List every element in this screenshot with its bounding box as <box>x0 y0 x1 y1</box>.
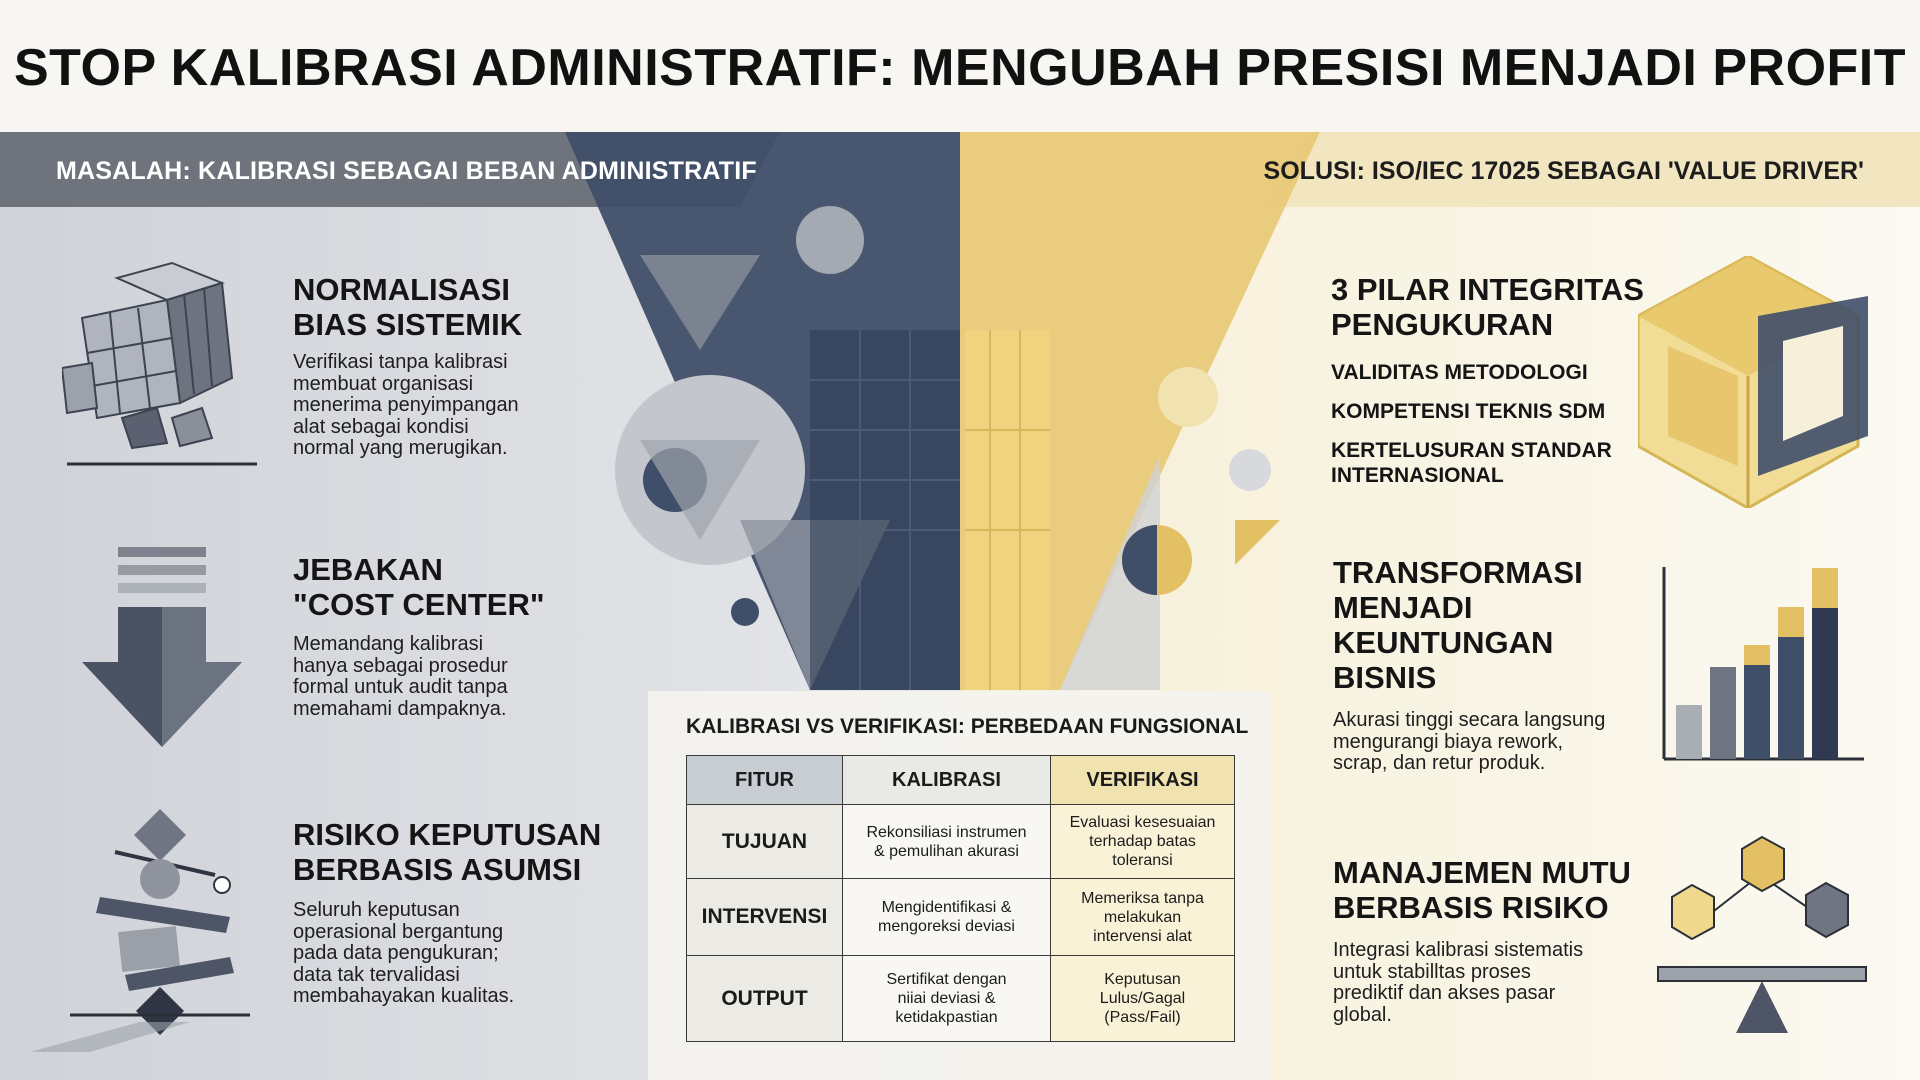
problem-1-body-line: Verifikasi tanpa kalibrasi <box>293 351 508 373</box>
problem-1-body-line: membuat organisasi <box>293 372 474 395</box>
cell-line: Evaluasi kesesuaian <box>1069 814 1216 831</box>
unstable-stack-icon <box>30 807 260 1052</box>
verifikasi-cell <box>1051 879 1235 956</box>
kalibrasi-cell <box>843 956 1051 1042</box>
table-row <box>687 879 1235 956</box>
problem-2-body-line: Memandang kalibrasi <box>293 633 484 655</box>
transform-body-line: Akurasi tinggi secara langsung <box>1333 709 1606 731</box>
problem-1-body-line: alat sebagai kondisi <box>293 415 469 438</box>
risk-body-line: Integrasi kalibrasi sistematis <box>1333 939 1584 961</box>
transform-heading-line: TRANSFORMASI <box>1333 555 1583 590</box>
page-title: STOP KALIBRASI ADMINISTRATIF: MENGUBAH PRESISI MENJADI PROFIT <box>14 39 1906 97</box>
problem-3-body-line: operasional bergantung <box>293 920 504 943</box>
row-label: TUJUAN <box>687 805 843 879</box>
row-label: OUTPUT <box>687 956 843 1042</box>
risk-body-line: prediktif dan akses pasar <box>1333 982 1556 1004</box>
problem-1-body-line: normal yang merugikan. <box>293 437 508 459</box>
balance-cubes-icon <box>1656 835 1870 1035</box>
table-row <box>687 805 1235 879</box>
problem-2-heading-line-2: "COST CENTER" <box>293 587 545 622</box>
kalibrasi-cell <box>843 805 1051 879</box>
cell-line: Lulus/Gagal <box>1099 990 1186 1007</box>
problem-1-heading-line-2: BIAS SISTEMIK <box>293 307 523 342</box>
table-row <box>687 956 1235 1042</box>
cell-line: Rekonsiliasi instrumen <box>866 823 1027 841</box>
problem-2-heading-line-1: JEBAKAN <box>293 552 443 587</box>
problem-2-body-line: formal untuk audit tanpa <box>293 676 508 698</box>
problem-3-body-line: Seluruh keputusan <box>293 899 460 921</box>
problem-3-body-line: data tak tervalidasi <box>293 963 460 986</box>
cell-line: terhadap batas <box>1089 833 1196 850</box>
problem-3-body-line: membahayakan kualitas. <box>293 985 515 1007</box>
verifikasi-cell <box>1051 956 1235 1042</box>
pillar-item: INTERNASIONAL <box>1331 464 1504 487</box>
transform-heading-line: KEUNTUNGAN <box>1333 625 1554 660</box>
cell-line: Memeriksa tanpa <box>1081 889 1204 907</box>
problem-banner: MASALAH: KALIBRASI SEBAGAI BEBAN ADMINISTRATIF <box>56 157 757 185</box>
down-arrow-icon <box>80 547 244 747</box>
broken-cube-icon <box>62 258 262 470</box>
pillar-item: KOMPETENSI TEKNIS SDM <box>1331 400 1606 423</box>
cell-line: Sertifikat dengan <box>886 971 1007 988</box>
solution-banner: SOLUSI: ISO/IEC 17025 SEBAGAI 'VALUE DRIVER' <box>1263 157 1864 185</box>
risk-body-line: global. <box>1333 1003 1392 1026</box>
comparison-title: KALIBRASI VS VERIFIKASI: PERBEDAAN FUNGSIONAL <box>686 715 1249 738</box>
row-label: INTERVENSI <box>687 879 843 956</box>
pillar-item: KERTELUSURAN STANDAR <box>1331 439 1612 462</box>
pillars-heading-line-1: 3 PILAR INTEGRITAS <box>1331 272 1644 307</box>
problem-2-body-line: memahami dampaknya. <box>293 697 507 720</box>
cell-line: & pemulihan akurasi <box>874 842 1019 860</box>
cell-line: toleransi <box>1112 852 1173 869</box>
risk-heading-line-1: MANAJEMEN MUTU <box>1333 855 1631 890</box>
cell-line: ketidakpastian <box>895 1009 998 1026</box>
transform-heading-line: MENJADI <box>1333 590 1473 625</box>
problem-1-body-line: menerima penyimpangan <box>293 394 519 416</box>
kalibrasi-cell <box>843 879 1051 956</box>
risk-body-line: untuk stabilltas proses <box>1333 960 1531 983</box>
cell-line: Mengidentifikasi & <box>881 899 1012 916</box>
cell-line: niiai deviasi & <box>897 990 996 1007</box>
transform-heading-line: BISNIS <box>1333 660 1437 695</box>
problem-2-body-line: hanya sebagai prosedur <box>293 654 508 677</box>
column-header-kalibrasi: KALIBRASI <box>843 756 1051 805</box>
transform-body-line: scrap, dan retur produk. <box>1333 752 1546 774</box>
pillars-heading-line-2: PENGUKURAN <box>1331 307 1554 342</box>
cell-line: melakukan <box>1103 908 1182 926</box>
growth-bar-chart-icon <box>1660 565 1866 761</box>
problem-3-body-line: pada data pengukuran; <box>293 942 499 964</box>
transform-body-line: mengurangi biaya rework, <box>1333 730 1564 753</box>
cell-line: Keputusan <box>1104 971 1181 988</box>
problem-3-heading-line-2: BERBASIS ASUMSI <box>293 852 582 887</box>
cell-line: mengoreksi deviasi <box>878 918 1015 935</box>
cell-line: intervensi alat <box>1093 927 1192 945</box>
pillar-item: VALIDITAS METODOLOGI <box>1331 361 1588 384</box>
verifikasi-cell <box>1051 805 1235 879</box>
problem-1-heading-line-1: NORMALISASI <box>293 272 510 307</box>
column-header-verifikasi: VERIFIKASI <box>1051 756 1235 805</box>
problem-3-heading-line-1: RISIKO KEPUTUSAN <box>293 817 602 852</box>
risk-heading-line-2: BERBASIS RISIKO <box>1333 890 1609 925</box>
hexagon-cube-icon <box>1638 256 1870 508</box>
cell-line: (Pass/Fail) <box>1104 1009 1181 1026</box>
comparison-table <box>686 755 1235 1042</box>
column-header-fitur: FITUR <box>687 756 843 805</box>
